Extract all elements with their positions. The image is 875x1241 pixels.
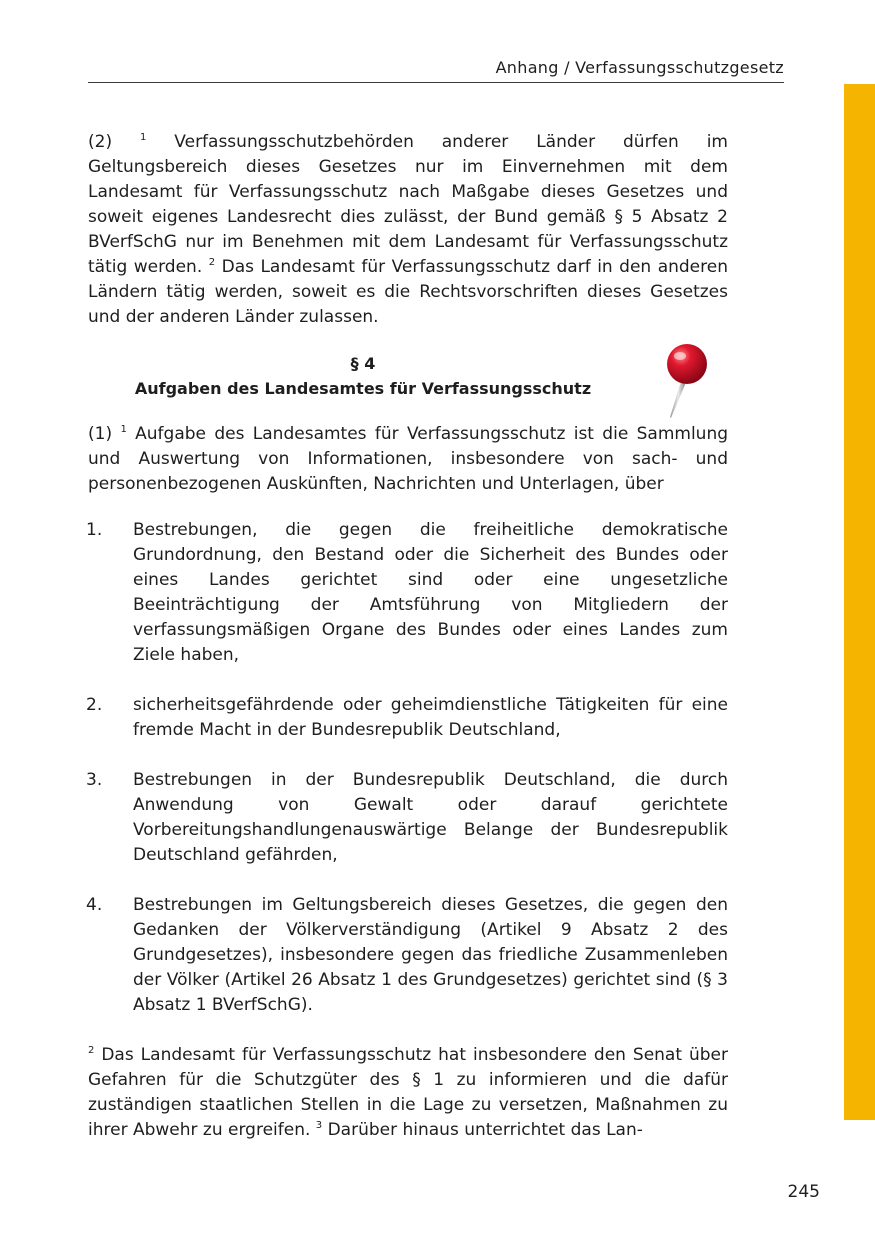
pushpin-icon — [660, 342, 712, 420]
sentence-marker: 2 — [88, 1045, 95, 1056]
list-item — [88, 768, 728, 868]
list-item-number: 2. — [86, 695, 103, 715]
paragraph-1-continued — [88, 1043, 728, 1143]
running-header: Anhang / Verfassungsschutzgesetz — [495, 58, 784, 77]
sentence-text: Verfassungsschutzbehörden anderer Länder dürfen im Geltungsbereich dieses Gesetzes nur im Einvernehmen mit dem Landesamt für Verfassungsschutz nach Maßgabe dieses Gesetzes und soweit eigenes Landesrecht dies zulässt, der Bund gemäß § 5 Absatz 2 BVerfSchG nur im Benehmen mit dem Landesamt für Verfassungsschutz tätig werden. — [88, 132, 728, 277]
list-item — [88, 893, 728, 1018]
sentence-marker: 1 — [120, 424, 127, 435]
paragraph-label: (2) — [88, 132, 140, 152]
list-item — [88, 518, 728, 668]
list-item-number: 3. — [86, 770, 103, 790]
page-body — [88, 130, 728, 1143]
list-item-number: 1. — [86, 520, 103, 540]
section-number: § 4 — [350, 354, 376, 373]
section-title: Aufgaben des Landesamtes für Verfassungsschutz — [134, 379, 592, 398]
paragraph-1 — [88, 422, 728, 497]
paragraph-2 — [88, 130, 728, 330]
sentence-text: Das Landesamt für Verfassungsschutz darf in den anderen Ländern tätig werden, soweit es die Rechtsvorschriften dieses Gesetzes und der anderen Länder zulassen. — [88, 257, 728, 327]
numbered-list — [88, 518, 728, 1018]
list-item-text: Bestrebungen, die gegen die freiheitliche demokratische Grundordnung, den Bestand oder die Sicherheit des Bundes oder eines Landes gerichtet sind oder eine ungesetzliche Beeinträchtigung der Amtsführung von Mitgliedern der verfassungsmäßigen Organe des Bundes oder eines Landes zum Ziele haben, — [133, 520, 728, 665]
list-item — [88, 693, 728, 743]
list-item-text: Bestrebungen im Geltungsbereich dieses Gesetzes, die gegen den Gedanken der Völkerverständigung (Artikel 9 Absatz 2 des Grundgesetzes), insbesondere gegen das friedliche Zusammenleben der Völker (Artikel 26 Absatz 1 des Grundgesetzes) gerichtet sind (§ 3 Absatz 1 BVerfSchG). — [133, 895, 728, 1015]
sentence-text: Aufgabe des Landesamtes für Verfassungsschutz ist die Sammlung und Auswertung von Informationen, insbesondere von sach- und personenbezogenen Auskünften, Nachrichten und Unterlagen, über — [88, 424, 729, 494]
sentence-text: Das Landesamt für Verfassungsschutz hat insbesondere den Senat über Gefahren für die Schutzgüter des § 1 zu informieren und die dafür zuständigen staatlichen Stellen in die Lage zu versetzen, Maßnahmen zu ihrer Abwehr zu ergreifen. — [88, 1045, 728, 1140]
sentence-marker: 1 — [140, 132, 147, 143]
sentence-text: Darüber hinaus unterrichtet das Lan- — [322, 1120, 643, 1140]
paragraph-label: (1) — [88, 424, 121, 444]
chapter-tab — [844, 84, 875, 1120]
list-item-text: Bestrebungen in der Bundesrepublik Deutschland, die durch Anwendung von Gewalt oder darauf gerichtete Vorbereitungshandlungenauswärtige Belange der Bundesrepublik Deutschland gefährden, — [133, 770, 728, 865]
section-heading — [88, 351, 638, 401]
list-item-text: sicherheitsgefährdende oder geheimdienstliche Tätigkeiten für eine fremde Macht in der Bundesrepublik Deutschland, — [133, 695, 728, 740]
sentence-marker: 3 — [315, 1120, 323, 1131]
list-item-number: 4. — [86, 895, 103, 915]
sentence-marker: 2 — [208, 257, 216, 268]
header-rule — [88, 82, 784, 83]
page-number: 245 — [787, 1182, 820, 1202]
